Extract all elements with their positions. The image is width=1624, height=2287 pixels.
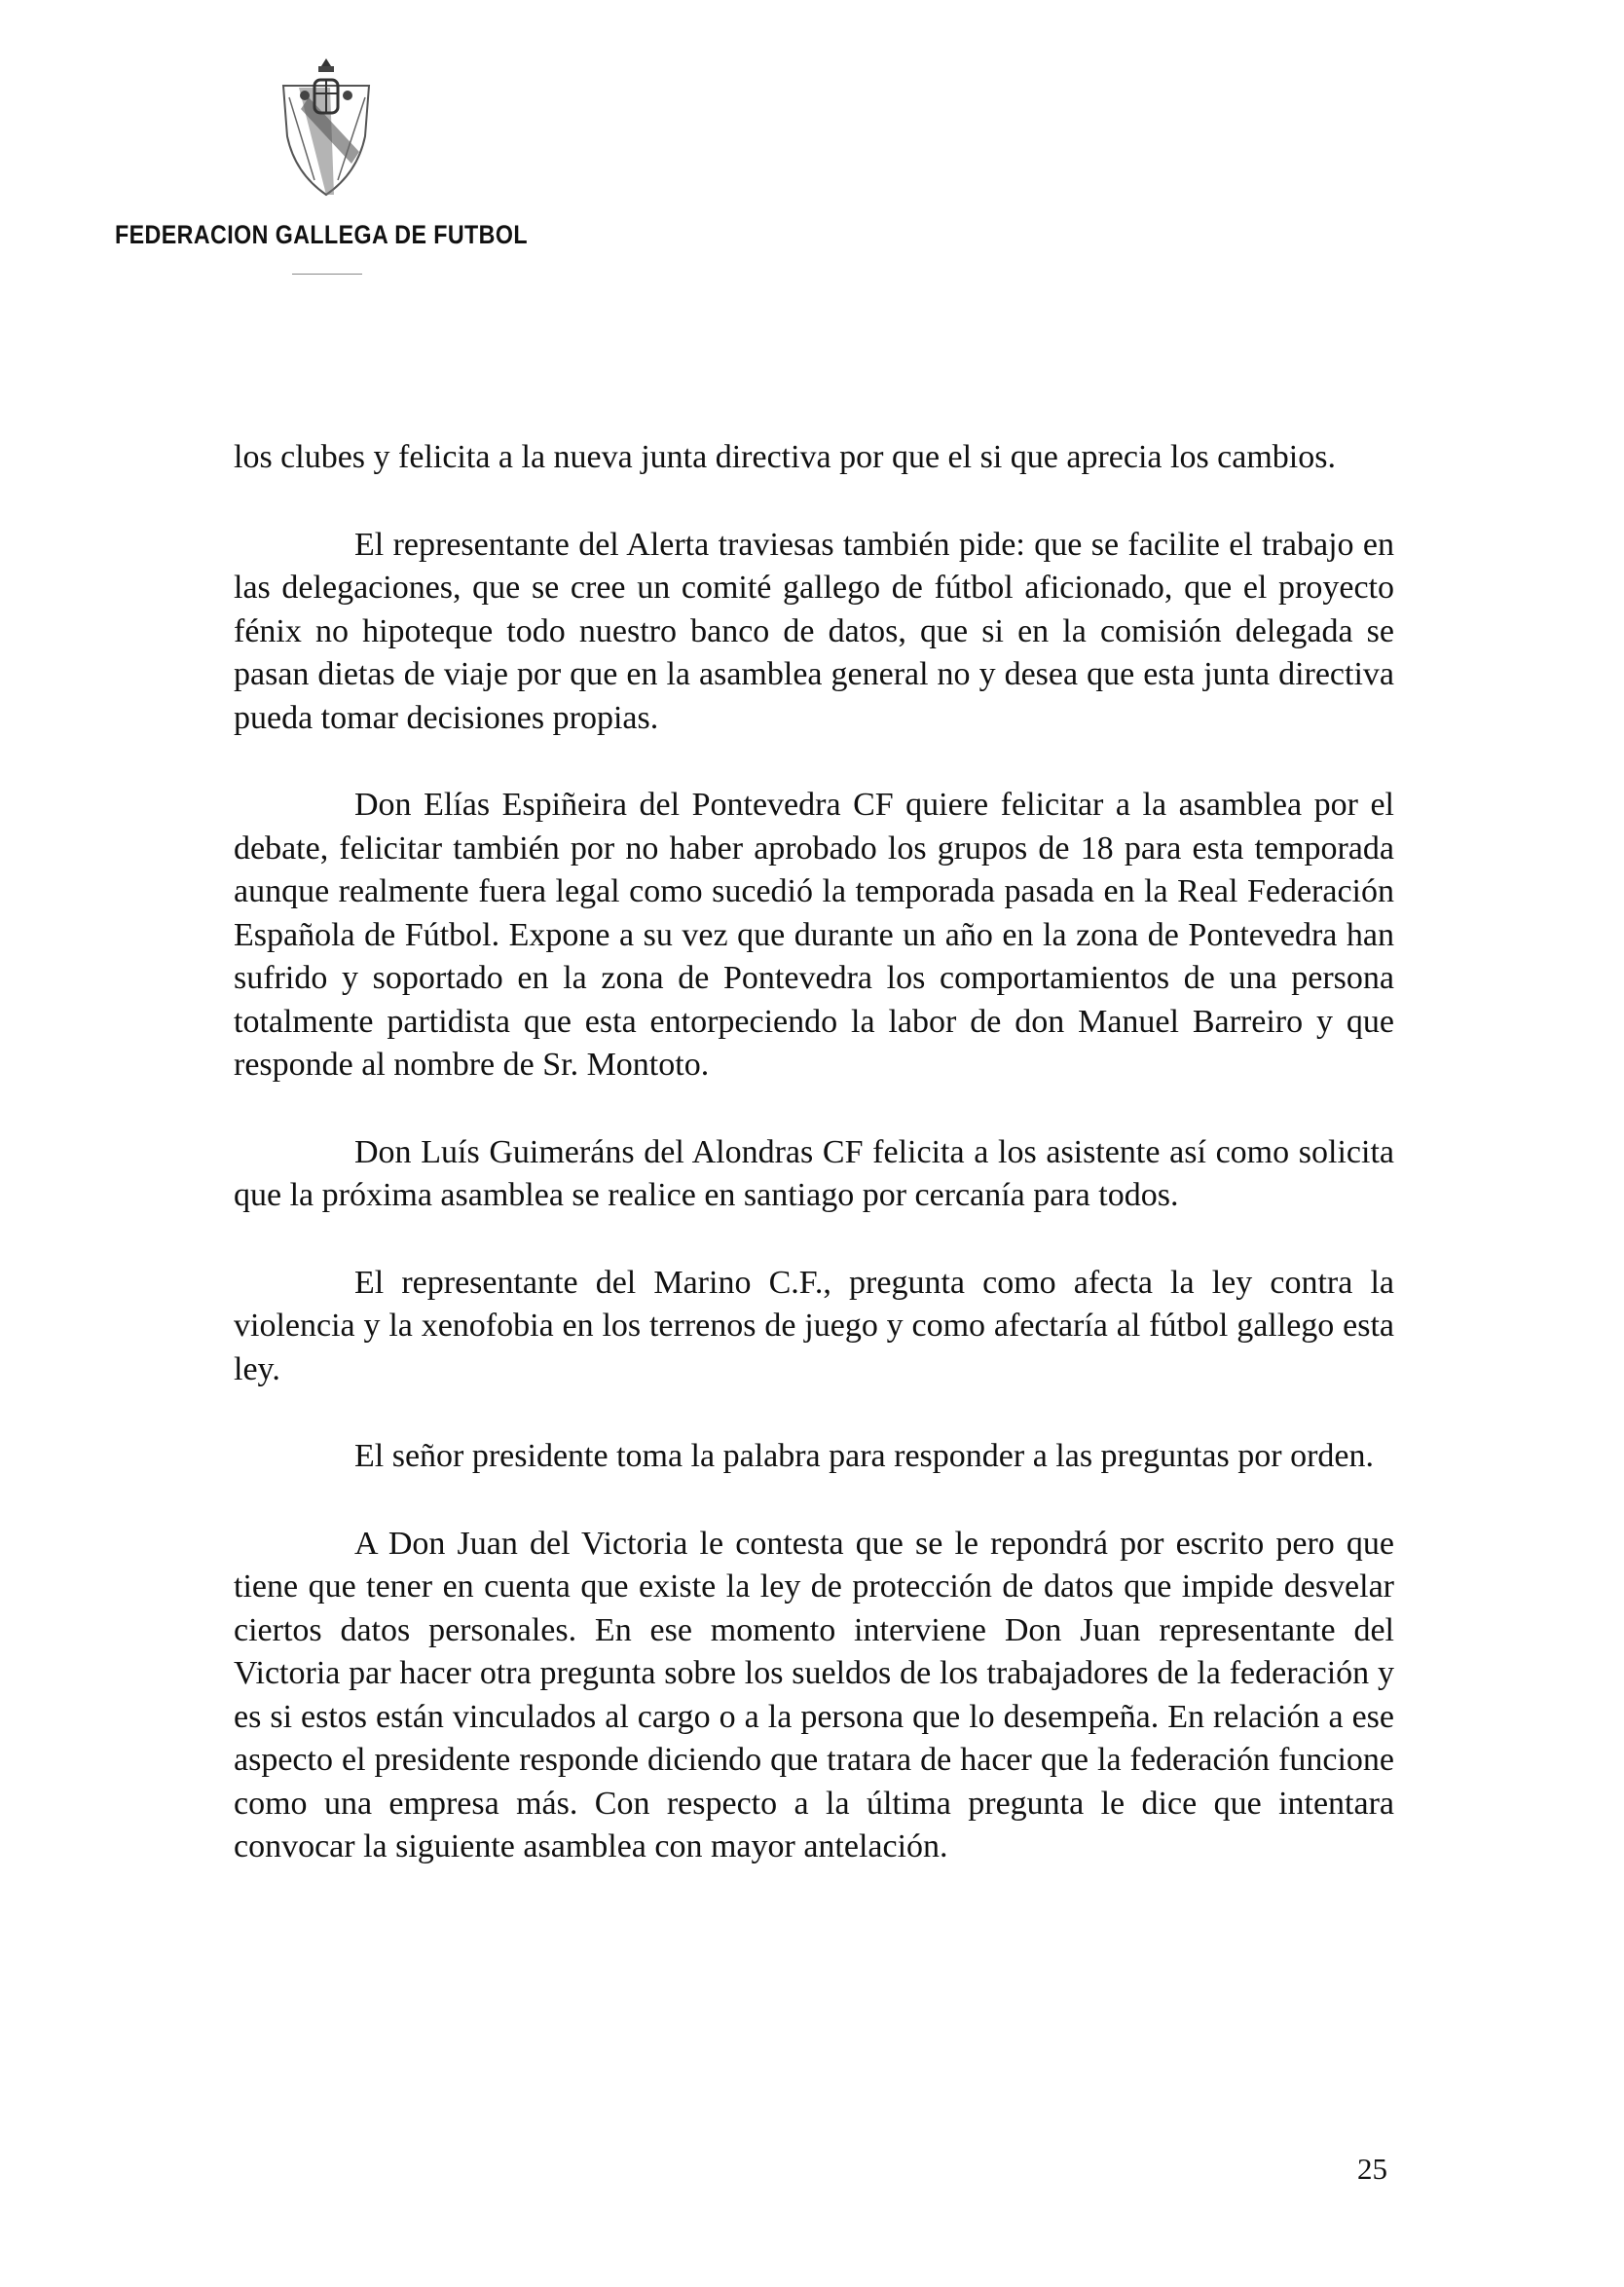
paragraph: los clubes y felicita a la nueva junta directiva por que el si que aprecia los cambios. (234, 439, 1336, 475)
paragraph: El señor presidente toma la palabra para responder a las preguntas por orden. (354, 1438, 1374, 1474)
paragraph: El representante del Marino C.F., pregunta como afecta la ley contra la violencia y la xenofobia en los terrenos de juego y como afectaría al fútbol gallego esta ley. (234, 1264, 1394, 1387)
organization-name: FEDERACION GALLEGA DE FUTBOL (115, 220, 528, 249)
header-divider (292, 274, 362, 275)
paragraph: Don Elías Espiñeira del Pontevedra CF quiere felicitar a la asamblea por el debate, felicitar también por no haber aprobado los grupos de 18 para esta temporada aunque realmente fuera legal como sucedió la temporada pasada en la Real Federación Española de Fútbol. Expone a su vez que durante un año en la zona de Pontevedra han sufrido y soportado en la zona de Pontevedra los comportamientos de una persona totalmente partidista que esta entorpeciendo la labor de don Manuel Barreiro y que responde al nombre de Sr. Montoto. (234, 787, 1394, 1083)
paragraph: Don Luís Guimeráns del Alondras CF felicita a los asistente así como solicita que la próxima asamblea se realice en santiago por cercanía para todos. (234, 1133, 1394, 1213)
federation-crest-icon (276, 58, 378, 204)
document-body (234, 436, 1394, 1869)
paragraph: A Don Juan del Victoria le contesta que se le repondrá por escrito pero que tiene que tener en cuenta que existe la ley de protección de datos que impide desvelar ciertos datos personales. En ese momento interviene Don Juan representante del Victoria par hacer otra pregunta sobre los sueldos de los trabajadores de la federación y es si estos están vinculados al cargo o a la persona que lo desempeña. En relación a ese aspecto el presidente responde diciendo que tratara de hacer que la federación funcione como una empresa más. Con respecto a la última pregunta le dice que intentara convocar la siguiente asamblea con mayor antelación. (234, 1525, 1394, 1864)
paragraph: El representante del Alerta traviesas también pide: que se facilite el trabajo en las delegaciones, que se cree un comité gallego de fútbol aficionado, que el proyecto fénix no hipoteque todo nuestro banco de datos, que si en la comisión delegada se pasan dietas de viaje por que en la asamblea general no y desea que esta junta directiva pueda tomar decisiones propias. (234, 526, 1394, 736)
page-number: 25 (1357, 2152, 1387, 2186)
